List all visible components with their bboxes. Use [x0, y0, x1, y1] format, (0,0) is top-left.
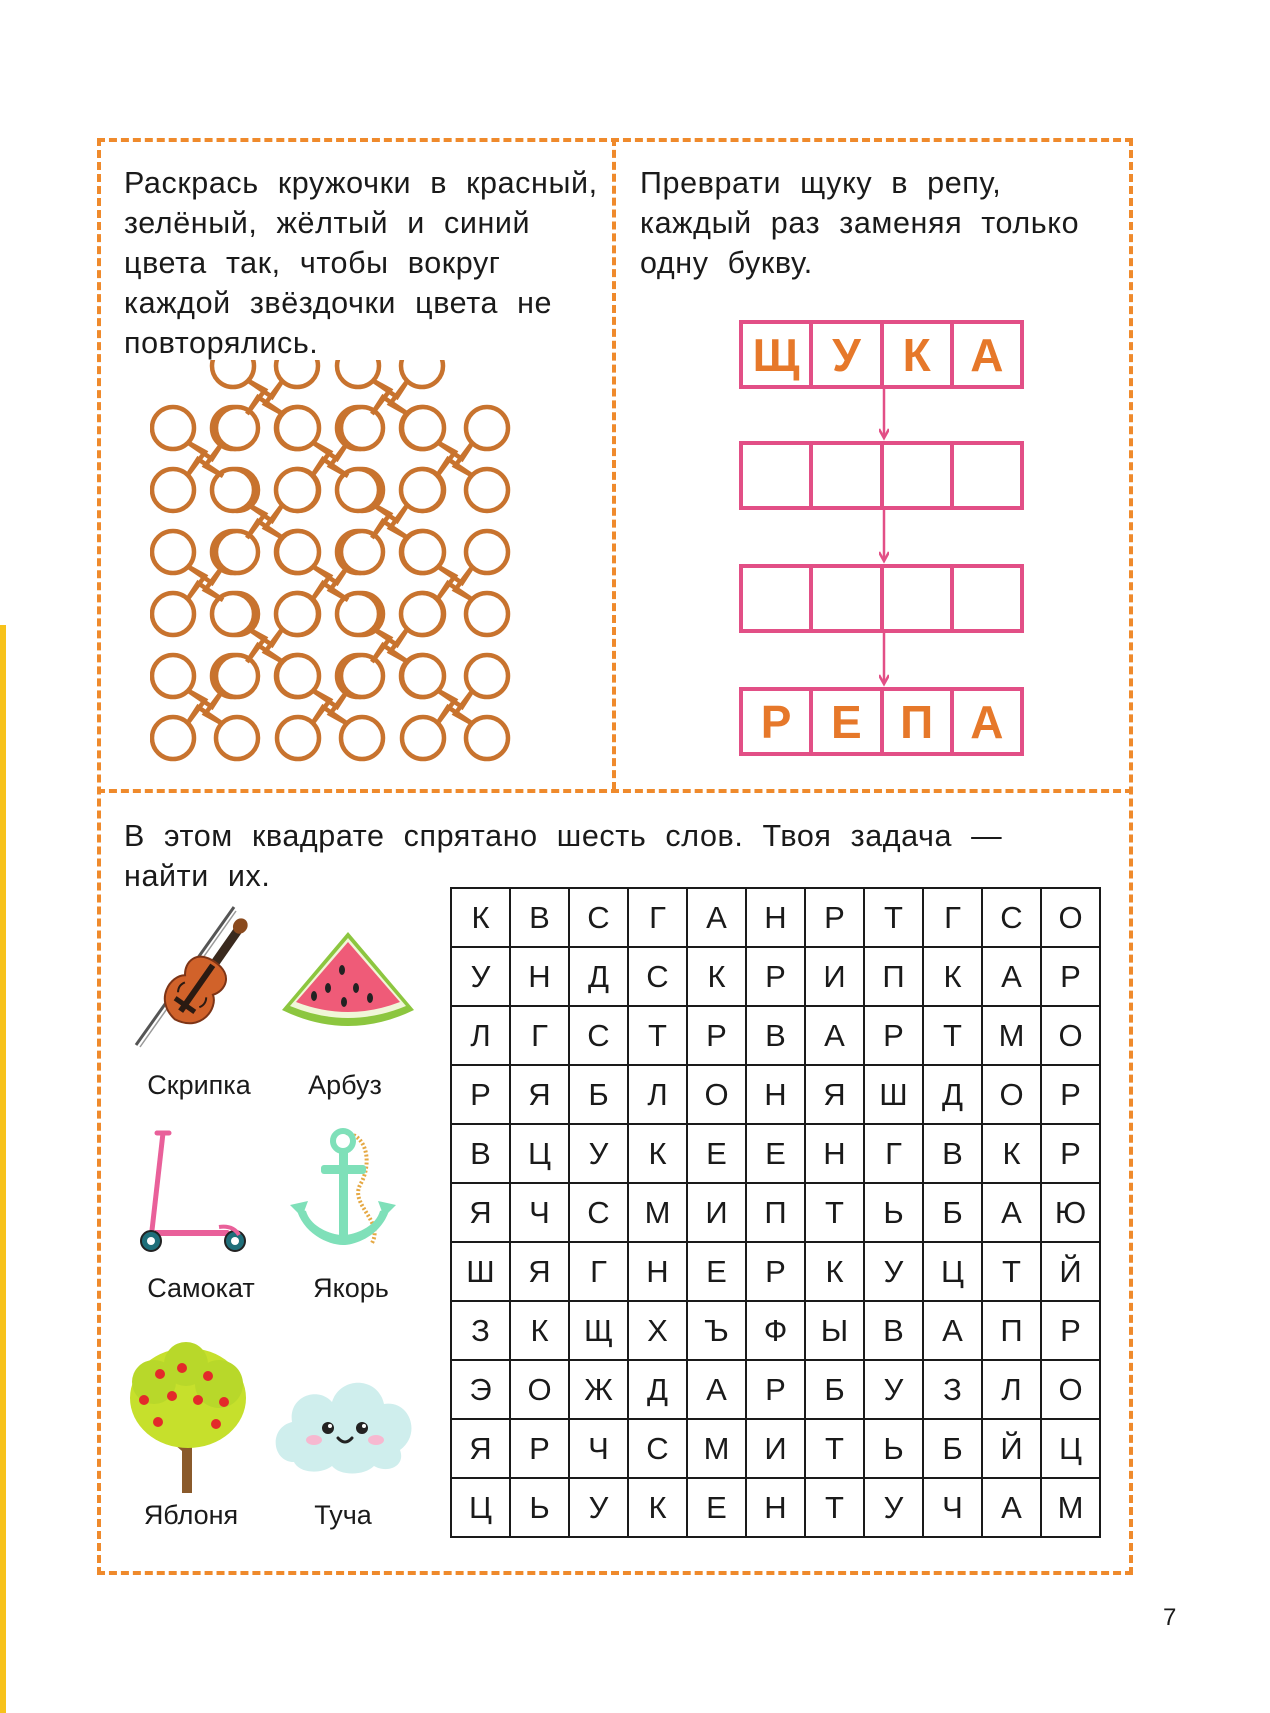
grid-letter-cell[interactable]: Р	[510, 1419, 569, 1478]
ladder-letter: Щ	[743, 324, 813, 385]
grid-letter-cell[interactable]: К	[628, 1124, 687, 1183]
grid-letter-cell[interactable]: У	[864, 1242, 923, 1301]
grid-letter-cell[interactable]: Б	[923, 1419, 982, 1478]
grid-letter-cell[interactable]: К	[687, 947, 746, 1006]
star-shape	[247, 504, 283, 538]
task-word-search-text: В этом квадрате спрятано шесть слов. Твоя задача — найти их.	[124, 819, 1003, 893]
grid-letter-cell[interactable]: А	[687, 888, 746, 947]
grid-letter-cell[interactable]: Б	[923, 1183, 982, 1242]
ladder-letter: Р	[743, 691, 813, 752]
grid-letter-cell[interactable]: О	[510, 1360, 569, 1419]
grid-letter-cell[interactable]: Я	[510, 1065, 569, 1124]
grid-letter-cell[interactable]: В	[451, 1124, 510, 1183]
grid-letter-cell[interactable]: Щ	[569, 1301, 628, 1360]
grid-letter-cell[interactable]: П	[746, 1183, 805, 1242]
grid-letter-cell[interactable]: Э	[451, 1360, 510, 1419]
ladder-blank-cell[interactable]	[884, 568, 954, 629]
grid-row	[451, 947, 1100, 1006]
grid-letter-cell[interactable]: Л	[451, 1006, 510, 1065]
grid-letter-cell[interactable]: И	[805, 947, 864, 1006]
grid-letter-cell[interactable]: Ш	[864, 1065, 923, 1124]
grid-letter-cell[interactable]: Н	[746, 888, 805, 947]
ladder-letter: К	[884, 324, 954, 385]
grid-letter-cell[interactable]: У	[451, 947, 510, 1006]
grid-letter-cell[interactable]: Г	[923, 888, 982, 947]
ladder-letter: У	[813, 324, 883, 385]
star-shape	[437, 690, 473, 724]
grid-letter-cell[interactable]: И	[746, 1419, 805, 1478]
grid-letter-cell[interactable]: А	[687, 1360, 746, 1419]
grid-letter-cell[interactable]: Ц	[1041, 1419, 1100, 1478]
star-shape	[312, 690, 348, 724]
picture-label: Туча	[314, 1500, 372, 1530]
grid-letter-cell[interactable]: Н	[805, 1124, 864, 1183]
grid-row	[451, 1183, 1100, 1242]
ladder-end-word	[739, 687, 1024, 756]
grid-letter-cell[interactable]: Й	[1041, 1242, 1100, 1301]
grid-letter-cell[interactable]: Е	[687, 1242, 746, 1301]
scooter-icon	[135, 1125, 255, 1255]
grid-letter-cell[interactable]: Р	[746, 1360, 805, 1419]
grid-letter-cell[interactable]: Т	[982, 1242, 1041, 1301]
grid-letter-cell[interactable]: В	[510, 888, 569, 947]
grid-letter-cell[interactable]: К	[923, 947, 982, 1006]
grid-row	[451, 1419, 1100, 1478]
grid-letter-cell[interactable]: Н	[746, 1065, 805, 1124]
grid-letter-cell[interactable]: Т	[805, 1419, 864, 1478]
cloud-icon	[270, 1370, 420, 1475]
grid-letter-cell[interactable]: А	[923, 1301, 982, 1360]
grid-letter-cell[interactable]: Т	[805, 1183, 864, 1242]
grid-row	[451, 1124, 1100, 1183]
star-shape	[372, 504, 408, 538]
grid-letter-cell[interactable]: М	[982, 1006, 1041, 1065]
violin-icon	[124, 905, 254, 1055]
grid-letter-cell[interactable]: Л	[628, 1065, 687, 1124]
grid-letter-cell[interactable]: Ж	[569, 1360, 628, 1419]
page-number: 7	[1163, 1604, 1177, 1631]
grid-letter-cell[interactable]: С	[982, 888, 1041, 947]
grid-letter-cell[interactable]: В	[923, 1124, 982, 1183]
grid-letter-cell[interactable]: Р	[1041, 947, 1100, 1006]
ladder-letter: А	[970, 328, 1004, 381]
grid-letter-cell[interactable]: У	[569, 1478, 628, 1537]
grid-letter-cell[interactable]: Е	[746, 1124, 805, 1183]
ladder-letter: Е	[813, 691, 883, 752]
grid-letter-cell[interactable]: С	[569, 888, 628, 947]
task-colour-circles-text: Раскрась кружочки в красный, зелёный, жёлтый и синий цвета так, чтобы вокруг каждой звёздочки цвета не повторялись.	[124, 166, 598, 360]
grid-row	[451, 1478, 1100, 1537]
grid-letter-cell[interactable]: У	[864, 1478, 923, 1537]
picture-label: Самокат	[147, 1273, 255, 1303]
grid-letter-cell[interactable]: У	[864, 1360, 923, 1419]
grid-letter-cell[interactable]: Ы	[805, 1301, 864, 1360]
ring-star-puzzle[interactable]	[150, 360, 570, 770]
grid-letter-cell[interactable]: Г	[510, 1006, 569, 1065]
star-shape	[187, 442, 223, 476]
ladder-start-word	[739, 320, 1024, 389]
grid-letter-cell[interactable]: Т	[864, 888, 923, 947]
star-shape	[247, 628, 283, 662]
grid-letter-cell[interactable]: Г	[864, 1124, 923, 1183]
grid-letter-cell[interactable]: Ь	[864, 1183, 923, 1242]
grid-letter-cell[interactable]: Е	[687, 1478, 746, 1537]
grid-letter-cell[interactable]: А	[805, 1006, 864, 1065]
grid-letter-cell[interactable]: З	[451, 1301, 510, 1360]
grid-letter-cell[interactable]: М	[687, 1419, 746, 1478]
watermelon-icon	[278, 930, 418, 1040]
grid-letter-cell[interactable]: С	[569, 1006, 628, 1065]
down-arrow-icon	[879, 633, 889, 687]
grid-letter-cell[interactable]: О	[1041, 888, 1100, 947]
grid-letter-cell[interactable]: Г	[628, 888, 687, 947]
grid-letter-cell[interactable]: Т	[923, 1006, 982, 1065]
frame-divider-vertical	[612, 138, 616, 790]
grid-letter-cell[interactable]: Ц	[923, 1242, 982, 1301]
grid-letter-cell[interactable]: С	[628, 1419, 687, 1478]
grid-letter-cell[interactable]: Е	[687, 1124, 746, 1183]
grid-letter-cell[interactable]: Й	[982, 1419, 1041, 1478]
grid-letter-cell[interactable]: К	[628, 1478, 687, 1537]
grid-letter-cell[interactable]: Г	[569, 1242, 628, 1301]
grid-row	[451, 1301, 1100, 1360]
grid-letter-cell[interactable]: Т	[805, 1478, 864, 1537]
ladder-blank-cell[interactable]	[884, 445, 954, 506]
grid-letter-cell[interactable]: А	[982, 1478, 1041, 1537]
grid-letter-cell[interactable]: Р	[1041, 1301, 1100, 1360]
grid-letter-cell[interactable]: Д	[569, 947, 628, 1006]
star-shape	[187, 566, 223, 600]
picture-label: Якорь	[313, 1273, 389, 1303]
grid-row	[451, 1006, 1100, 1065]
ladder-blank-cell[interactable]	[813, 568, 883, 629]
ladder-blank-cell[interactable]	[743, 445, 813, 506]
grid-letter-cell[interactable]: Я	[510, 1242, 569, 1301]
grid-letter-cell[interactable]: К	[510, 1301, 569, 1360]
grid-letter-cell[interactable]: М	[628, 1183, 687, 1242]
grid-row	[451, 1242, 1100, 1301]
grid-letter-cell[interactable]: И	[687, 1183, 746, 1242]
star-shape	[312, 442, 348, 476]
grid-letter-cell[interactable]: Н	[746, 1478, 805, 1537]
grid-letter-cell[interactable]: Т	[628, 1006, 687, 1065]
grid-row	[451, 888, 1100, 947]
grid-letter-cell[interactable]: Ь	[510, 1478, 569, 1537]
grid-letter-cell[interactable]: К	[805, 1242, 864, 1301]
grid-letter-cell[interactable]: Р	[864, 1006, 923, 1065]
grid-letter-cell[interactable]: Р	[746, 947, 805, 1006]
grid-letter-cell[interactable]: К	[451, 888, 510, 947]
grid-letter-cell[interactable]: О	[1041, 1360, 1100, 1419]
ladder-letter: А	[970, 695, 1004, 748]
grid-letter-cell[interactable]: С	[569, 1183, 628, 1242]
grid-letter-cell[interactable]: О	[1041, 1006, 1100, 1065]
grid-letter-cell[interactable]: Р	[1041, 1065, 1100, 1124]
frame-divider-horizontal	[97, 789, 1133, 793]
task-word-ladder-text: Преврати щуку в репу, каждый раз заменяя только одну букву.	[640, 166, 1080, 280]
ladder-blank-cell[interactable]	[743, 568, 813, 629]
grid-letter-cell[interactable]: Р	[687, 1006, 746, 1065]
star-shape	[437, 566, 473, 600]
grid-letter-cell[interactable]: Ч	[510, 1183, 569, 1242]
ladder-step-row	[739, 564, 1024, 633]
word-search-grid[interactable]	[450, 887, 1101, 1538]
grid-letter-cell[interactable]: Р	[1041, 1124, 1100, 1183]
picture-label: Скрипка	[147, 1070, 251, 1100]
grid-letter-cell[interactable]: Н	[628, 1242, 687, 1301]
picture-label: Арбуз	[308, 1070, 382, 1100]
picture-label: Яблоня	[143, 1500, 239, 1530]
star-shape	[372, 380, 408, 414]
grid-letter-cell[interactable]: О	[687, 1065, 746, 1124]
grid-letter-cell[interactable]: А	[982, 947, 1041, 1006]
grid-letter-cell[interactable]: П	[864, 947, 923, 1006]
grid-letter-cell[interactable]: Ь	[864, 1419, 923, 1478]
apple-tree-icon	[124, 1340, 254, 1495]
grid-letter-cell[interactable]: Р	[451, 1065, 510, 1124]
grid-letter-cell[interactable]: У	[569, 1124, 628, 1183]
down-arrow-icon	[879, 389, 889, 441]
star-shape	[372, 628, 408, 662]
down-arrow-icon	[879, 510, 889, 564]
grid-letter-cell[interactable]: Б	[805, 1360, 864, 1419]
grid-letter-cell[interactable]: Б	[569, 1065, 628, 1124]
grid-letter-cell[interactable]: Ю	[1041, 1183, 1100, 1242]
grid-letter-cell[interactable]: Н	[510, 947, 569, 1006]
grid-letter-cell[interactable]: Ш	[451, 1242, 510, 1301]
grid-letter-cell[interactable]: Р	[746, 1242, 805, 1301]
grid-letter-cell[interactable]: Ч	[569, 1419, 628, 1478]
ladder-blank-cell[interactable]	[813, 445, 883, 506]
grid-letter-cell[interactable]: А	[982, 1183, 1041, 1242]
grid-letter-cell[interactable]: В	[864, 1301, 923, 1360]
grid-letter-cell[interactable]: З	[923, 1360, 982, 1419]
grid-letter-cell[interactable]: П	[982, 1301, 1041, 1360]
ladder-blank-cell[interactable]	[954, 568, 1020, 629]
grid-letter-cell[interactable]: Я	[451, 1419, 510, 1478]
grid-letter-cell[interactable]: Я	[451, 1183, 510, 1242]
grid-letter-cell[interactable]: Ч	[923, 1478, 982, 1537]
grid-letter-cell[interactable]: Р	[805, 888, 864, 947]
grid-letter-cell[interactable]: К	[982, 1124, 1041, 1183]
grid-letter-cell[interactable]: Л	[982, 1360, 1041, 1419]
grid-letter-cell[interactable]: О	[982, 1065, 1041, 1124]
grid-letter-cell[interactable]: Ц	[451, 1478, 510, 1537]
side-strip	[0, 625, 6, 1713]
ladder-step-row	[739, 441, 1024, 510]
ladder-blank-cell[interactable]	[954, 445, 1020, 506]
grid-row	[451, 1360, 1100, 1419]
star-shape	[437, 442, 473, 476]
grid-letter-cell[interactable]: Я	[805, 1065, 864, 1124]
grid-row	[451, 1065, 1100, 1124]
star-shape	[187, 690, 223, 724]
grid-letter-cell[interactable]: Х	[628, 1301, 687, 1360]
grid-letter-cell[interactable]: Ф	[746, 1301, 805, 1360]
grid-letter-cell[interactable]: Ц	[510, 1124, 569, 1183]
star-shape	[247, 380, 283, 414]
grid-letter-cell[interactable]: В	[746, 1006, 805, 1065]
anchor-icon	[288, 1125, 408, 1255]
grid-letter-cell[interactable]: Д	[628, 1360, 687, 1419]
grid-letter-cell[interactable]: Д	[923, 1065, 982, 1124]
star-shape	[312, 566, 348, 600]
ladder-letter: П	[884, 691, 954, 752]
grid-letter-cell[interactable]: С	[628, 947, 687, 1006]
grid-letter-cell[interactable]: М	[1041, 1478, 1100, 1537]
grid-letter-cell[interactable]: Ъ	[687, 1301, 746, 1360]
